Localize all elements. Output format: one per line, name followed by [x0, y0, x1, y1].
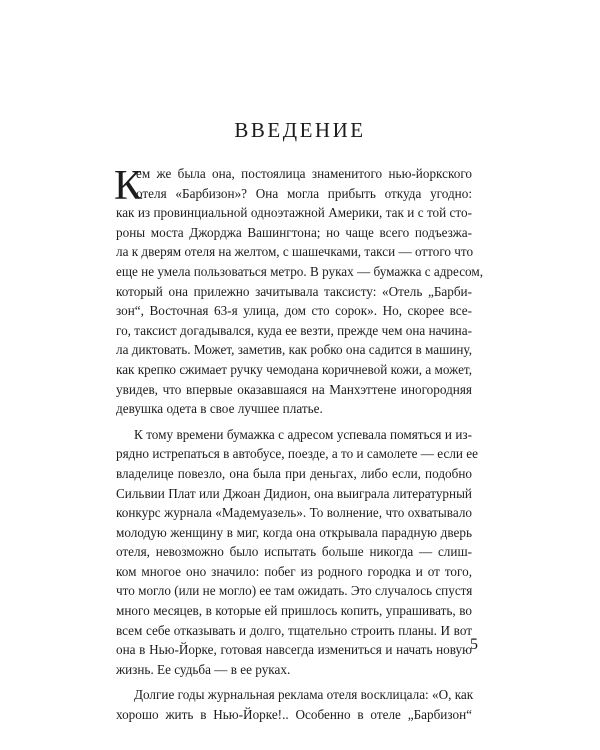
- text-line: отеля «Барбизон»? Она могла прибыть откуда угодно:: [136, 185, 472, 201]
- text-line: ком многое оно значило: побег из родного городка и от того,: [116, 563, 472, 579]
- text-line: как из провинциальной одноэтажной Америки, так и с той сто-: [116, 205, 472, 221]
- text-line: ла к дверям отеля на желтом, с шашечками, такси — оттого что: [116, 244, 474, 260]
- text-line: всем себе отказывать и долго, тщательно строить планы. И вот: [116, 622, 472, 638]
- text-line: владелице повезло, она была при деньгах, либо если, подобно: [116, 465, 472, 481]
- text-line: ем же была она, постоялица знаменитого нью-йоркского: [136, 166, 472, 181]
- text-line: еще не умела пользоваться метро. В руках — бумажка с адресом,: [116, 263, 484, 279]
- text-line: зон“, Восточная 63-я улица, дом сто сорок». Но, скорее все-: [116, 303, 472, 319]
- text-line: что могло (или не могло) ее там ожидать. Это случалось спустя: [116, 583, 473, 599]
- text-line: она в Нью-Йорке, готовая навсегда измениться и начать новую: [116, 642, 472, 658]
- text-line: отеля, невозможно было испытать больше никогда — слиш-: [116, 544, 472, 560]
- text-line: который она прилежно зачитывала таксисту: «Отель „Барби-: [116, 283, 472, 299]
- text-line: молодую женщину в миг, когда она открывала парадную дверь: [116, 524, 472, 540]
- text-line: хорошо жить в Нью-Йорке!.. Особенно в отеле „Барбизон“: [116, 707, 472, 723]
- page-number: 5: [470, 636, 478, 653]
- text-line: го, таксист догадывался, куда ее везти, прежде чем она начина-: [116, 322, 472, 338]
- text-line: роны моста Джорджа Вашингтона; но чаще всего подъезжа-: [116, 224, 472, 240]
- text-line: Сильвии Плат или Джоан Дидион, она выиграла литературный: [116, 485, 472, 501]
- text-line: увидев, что впервые оказавшаяся на Манхэттене иногородняя: [116, 381, 472, 397]
- text-line: К тому времени бумажка с адресом успевала помяться и из-: [134, 426, 472, 442]
- text-line: много месяцев, в которые ей пришлось копить, упрашивать, во: [116, 603, 472, 619]
- chapter-title: ВВЕДЕНИЕ: [234, 118, 366, 142]
- text-line: девушка одета в свое лучшее платье.: [116, 401, 323, 417]
- paragraph-3: [116, 685, 472, 724]
- paragraph-1: [114, 163, 484, 419]
- paragraph-2: [116, 425, 478, 680]
- text-line: конкурс журнала «Мадемуазель». То волнение, что охватывало: [116, 505, 472, 521]
- text-line: жизнь. Ее судьба — в ее руках.: [116, 661, 291, 677]
- drop-cap: К: [114, 163, 143, 209]
- text-line: ла диктовать. Может, заметив, как робко она садится в машину,: [116, 342, 472, 358]
- text-line: как крепко сжимает ручку чемодана коричневой кожи, а может,: [116, 361, 472, 377]
- text-line: рядно истрепаться в автобусе, поезде, а то и самолете — если ее: [116, 446, 478, 462]
- text-line: Долгие годы журнальная реклама отеля восклицала: «О, как: [134, 687, 474, 703]
- body-text: [114, 163, 484, 725]
